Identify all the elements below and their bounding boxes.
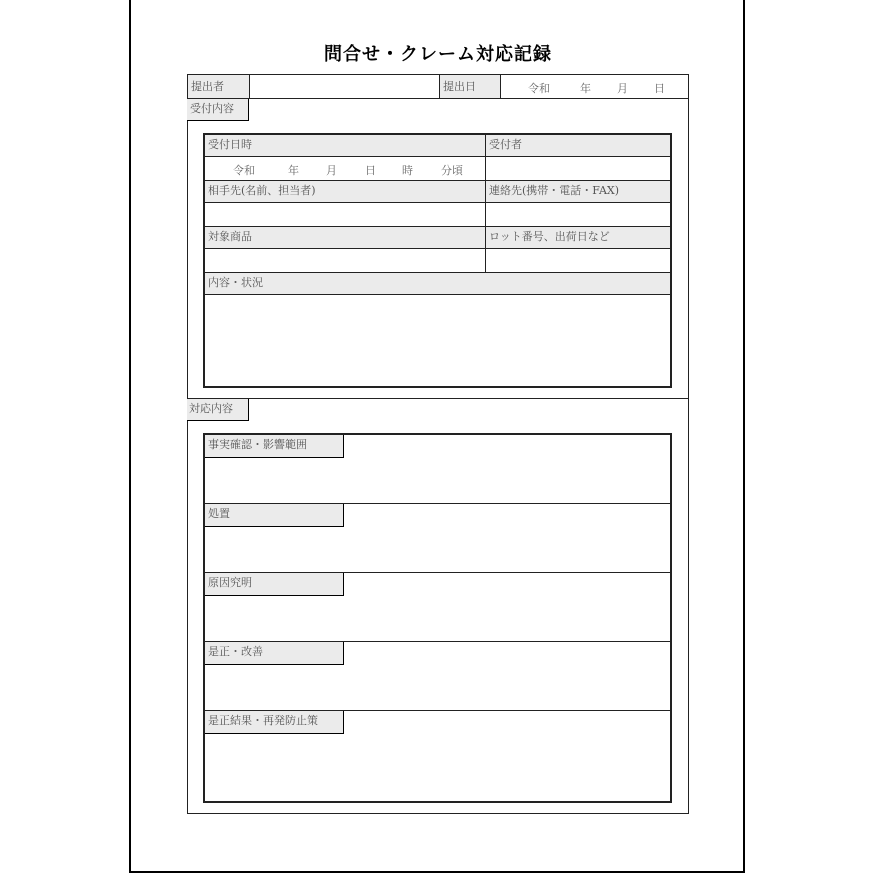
lot-label: ロット番号、出荷日など [486,227,670,249]
form-title: 問合せ・クレーム対応記録 [324,44,552,65]
date-year: 年 [580,82,591,95]
detail-label: 内容・状況 [205,273,670,295]
response-block [205,504,670,573]
submit-date-label: 提出日 [439,75,501,98]
correction-label: 是正・改善 [205,642,344,665]
reception-grid [203,133,672,388]
fact-check-field[interactable] [205,458,670,503]
date-day: 日 [654,82,665,95]
lot-field[interactable] [486,249,670,273]
cause-field[interactable] [205,596,670,641]
datetime-hour: 時 [402,164,413,177]
response-block [205,573,670,642]
contact-field[interactable] [486,203,670,227]
datetime-year: 年 [288,164,299,177]
datetime-month: 月 [326,164,337,177]
treatment-field[interactable] [205,527,670,572]
fact-check-label: 事実確認・影響範囲 [205,435,344,458]
date-era: 令和 [528,82,550,95]
response-block [205,435,670,504]
receiver-label: 受付者 [486,135,670,157]
datetime-era: 令和 [233,164,255,177]
received-datetime-label: 受付日時 [205,135,486,157]
cause-label: 原因究明 [205,573,344,596]
detail-field[interactable] [205,295,670,386]
datetime-day: 日 [365,164,376,177]
response-block [205,711,670,801]
treatment-label: 処置 [205,504,344,527]
submit-date-field[interactable] [501,75,688,98]
datetime-minute: 分頃 [441,164,463,177]
customer-field[interactable] [205,203,486,227]
reception-section-label: 受付内容 [187,99,249,121]
submitter-field[interactable] [250,75,439,98]
contact-label: 連絡先(携帯・電話・FAX) [486,181,670,203]
prevention-label: 是正結果・再発防止策 [205,711,344,734]
receiver-field[interactable] [486,157,670,181]
customer-label: 相手先(名前、担当者) [205,181,486,203]
received-datetime-field[interactable] [205,157,486,181]
submitter-label: 提出者 [188,75,250,98]
response-grid [203,433,672,803]
date-month: 月 [617,82,628,95]
prevention-field[interactable] [205,734,670,801]
product-label: 対象商品 [205,227,486,249]
header-row [187,74,689,99]
response-section-label: 対応内容 [187,399,249,421]
correction-field[interactable] [205,665,670,710]
response-block [205,642,670,711]
product-field[interactable] [205,249,486,273]
